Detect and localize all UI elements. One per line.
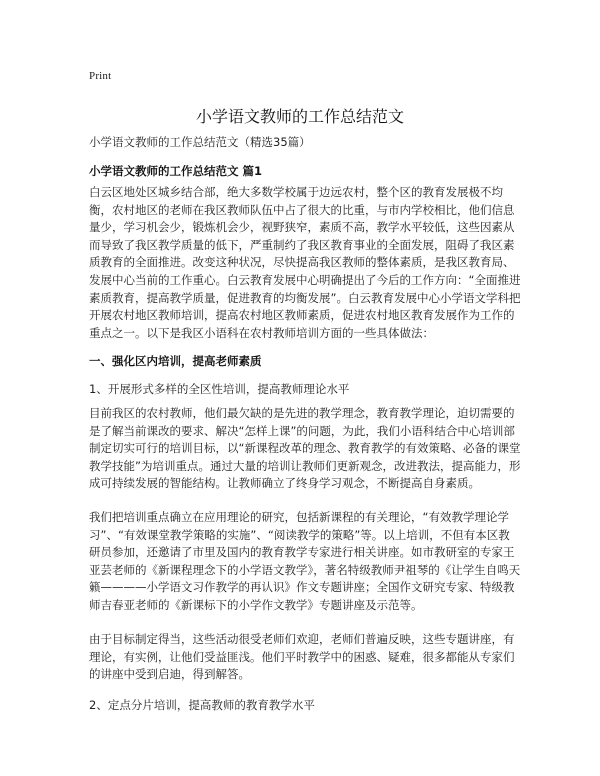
paragraph-2: 目前我区的农村教师，他们最欠缺的是先进的教学理念，教育教学理论，迫切需要的是了解当前课改的要求、解决“怎样上课”的问题，为此，我们小语科结合中心培训部制定切实可行的培训目标，以“新课程改革的理念、教育教学的有效策略、必备的课堂教学技能”为培训重点。通过大量的培训让教师们更新观念，改进教法，提高能力，形成可持续发展的智能结构。让教师确立了终身学习观念，不断提高自身素质。: [89, 406, 521, 491]
paragraph-4: 由于目标制定得当，这些活动很受老师们欢迎，老师们普遍反映，这些专题讲座，有理论，有实例，让他们受益匪浅。他们平时教学中的困惑、疑难，很多都能从专家们的讲座中受到启迪，得到解答。: [89, 632, 515, 682]
subsection-heading-2: 2、定点分片培训，提高教师的教育教学水平: [89, 698, 315, 712]
document-title: 小学语文教师的工作总结范文: [195, 107, 404, 126]
print-link[interactable]: Print: [89, 70, 112, 82]
section-heading-1: 一、强化区内培训，提高老师素质: [89, 354, 262, 368]
subsection-heading-1: 1、开展形式多样的全区性培训，提高教师理论水平: [89, 382, 350, 396]
document-subtitle: 小学语文教师的工作总结范文（精选35篇）: [89, 135, 311, 149]
article-heading: 小学语文教师的工作总结范文 篇1: [89, 164, 263, 178]
paragraph-3: 我们把培训重点确立在应用理论的研究，包括新课程的有关理论，“有效教学理论学习”、“有效课堂教学策略的实施”、“阅读教学的策略”等。以上培训，不但有本区教研员参加，还邀请了市里及国内的教育教学专家进行相关讲座。如市教研室的专家王亚芸老师的《新课程理念下的小学语文教学》，著名特级教师尹祖琴的《让学生自鸣天籁————小学语文习作教学的再认识》作文专题讲座；全国作文研究专家、特级教师吉春亚老师的《新课标下的小学作文教学》专题讲座及示范等。: [89, 510, 521, 612]
paragraph-intro: 白云区地处区城乡结合部，绝大多数学校属于边远农村，整个区的教育发展极不均衡，农村地区的老师在我区教师队伍中占了很大的比重，与市内学校相比，他们信息量少，学习机会少，锻炼机会少，视野狭窄，素质不高，教学水平较低，这些因素从而导致了我区教学质量的低下，严重制约了我区教育事业的全面发展，阻碍了我区素质教育的全面推进。改变这种状况，尽快提高我区教师的整体素质，是我区教育局、发展中心当前的工作重心。白云教育发展中心明确提出了今后的工作方向：“全面推进素质教育，提高教学质量，促进教育的均衡发展”。白云教育发展中心小学语文学科把开展农村地区教师培训，提高农村地区教师素质，促进农村地区教育发展作为工作的重点之一。以下是我区小语科在农村教师培训方面的一些具体做法：: [89, 185, 521, 340]
